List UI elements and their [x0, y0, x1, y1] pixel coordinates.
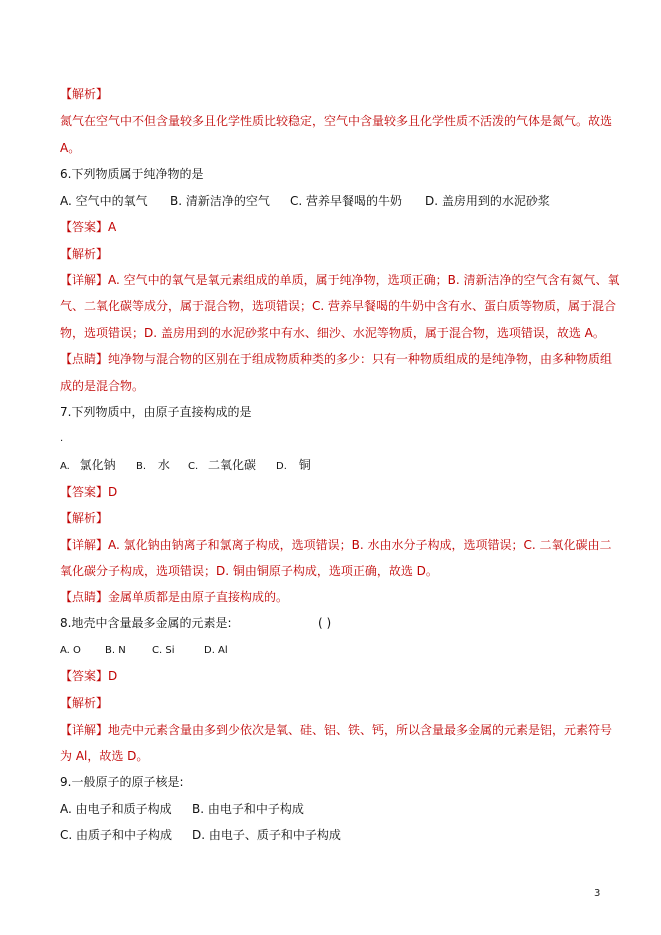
option-d: D. 由电子、质子和中子构成 [192, 828, 341, 842]
option-letter: A. [60, 461, 70, 472]
analysis-label: 【解析】 [60, 511, 109, 525]
option-a: A. 空气中的氧气 [60, 194, 148, 208]
answer: 【答案】D [60, 669, 118, 683]
answer: 【答案】D [60, 485, 118, 499]
stray-dot: . [60, 433, 64, 444]
analysis-text: A。 [60, 141, 81, 155]
detail-text: 为 Al，故选 D。 [60, 749, 149, 763]
option-c: C. 由质子和中子构成 [60, 828, 173, 842]
option-b: B. N [105, 645, 126, 656]
option-c: C. 营养早餐喝的牛奶 [290, 194, 403, 208]
analysis-label: 【解析】 [60, 247, 109, 261]
key-point-text: 成的是混合物。 [60, 379, 145, 393]
option-b [136, 457, 170, 475]
option-text: 氯化钠 [79, 458, 116, 472]
detail-text: 【详解】A. 空气中的氧气是氧元素组成的单质，属于纯净物，选项正确；B. 清新洁净的空气含有氮气、氧 [60, 273, 620, 287]
question-stem: 7.下列物质中，由原子直接构成的是 [60, 405, 252, 419]
option-d: D. Al [204, 645, 228, 656]
detail-text: 气、二氧化碳等成分，属于混合物，选项错误；C. 营养早餐喝的牛奶中含有水、蛋白质等物质，属于混合 [60, 299, 617, 313]
detail-text: 【详解】A. 氯化钠由钠离子和氯离子构成，选项错误；B. 水由水分子构成，选项错误；C. 二氧化碳由二 [60, 538, 612, 552]
question-stem: 6.下列物质属于纯净物的是 [60, 167, 204, 181]
option-text: 水 [157, 458, 170, 472]
page-number: 3 [594, 888, 601, 899]
option-b: B. 清新洁净的空气 [170, 194, 270, 208]
option-a [60, 457, 116, 475]
option-letter: C. [188, 461, 199, 472]
option-c: C. Si [152, 645, 175, 656]
option-letter: B. [136, 461, 147, 472]
option-c [188, 457, 256, 475]
detail-text: 物，选项错误；D. 盖房用到的水泥砂浆中有水、细沙、水泥等物质，属于混合物，选项错误，故选 A。 [60, 326, 605, 340]
analysis-text: 氮气在空气中不但含量较多且化学性质比较稳定，空气中含量较多且化学性质不活泼的气体是氮气。故选 [60, 114, 613, 128]
answer-blank: ( ) [318, 616, 332, 630]
option-d [276, 457, 311, 475]
option-d: D. 盖房用到的水泥砂浆 [425, 194, 550, 208]
option-b: B. 由电子和中子构成 [192, 802, 304, 816]
option-letter: D. [276, 461, 287, 472]
detail-text: 【详解】地壳中元素含量由多到少依次是氧、硅、铝、铁、钙，所以含量最多金属的元素是铝，元素符号 [60, 723, 613, 737]
option-text: 铜 [298, 458, 311, 472]
key-point-text: 【点睛】金属单质都是由原子直接构成的。 [60, 590, 289, 604]
answer: 【答案】A [60, 220, 117, 234]
question-stem: 8.地壳中含量最多金属的元素是: [60, 616, 232, 630]
option-a: A. 由电子和质子构成 [60, 802, 172, 816]
option-text: 二氧化碳 [208, 458, 257, 472]
detail-text: 氧化碳分子构成，选项错误；D. 铜由铜原子构成，选项正确，故选 D。 [60, 564, 438, 578]
analysis-label: 【解析】 [60, 696, 109, 710]
analysis-label: 【解析】 [60, 87, 109, 101]
option-a: A. O [60, 645, 81, 656]
question-stem: 9.一般原子的原子核是: [60, 775, 184, 789]
key-point-text: 【点睛】纯净物与混合物的区别在于组成物质种类的多少：只有一种物质组成的是纯净物，由多种物质组 [60, 352, 613, 366]
